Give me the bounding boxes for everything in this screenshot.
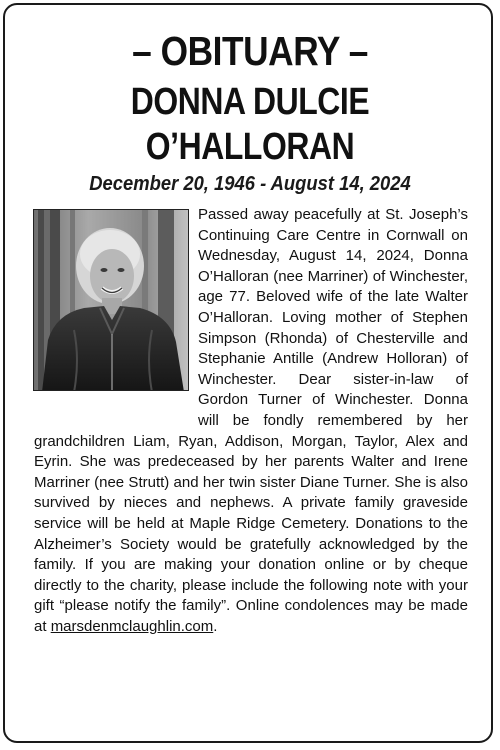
life-dates: December 20, 1946 - August 14, 2024 [89,173,411,195]
condolences-link[interactable]: marsdenmclaughlin.com [50,617,214,635]
obituary-body: Passed away peacefully at St. Joseph’s Continuing Care Centre in Cornwall on Wednesday, August 14, 2024, Donna O’Halloran (nee Marriner) of Winchester, age 77. Beloved wife of the late Walter O’Halloran. Loving mother of Stephen Simpson (Rhonda) of Chesterville and Stephanie Antille (Andrew Holloran) of Winchester. Dear sister-in-law of Gordon Turner of Winchester. Donna will be fondly remembered by her grandchildren Liam, Ryan, Addison, Morgan, Taylor, Alex and Eyrin. She was predeceased by her parents Walter and Irene Marriner (nee Strutt) and her twin sister Diane Turner. She is also survived by nieces and nephews. A private family graveside service will be held at Maple Ridge Cemetery. Donations to the Alzheimer’s Society would be gratefully acknowledged by the family. If you are making your donation online or by cheque directly to the charity, please include the following note with your gift “please notify the family”. Online condolences may be made at [34,206,468,635]
obituary-heading: – OBITUARY – [132,28,368,74]
deceased-name-line-2: O’HALLORAN [145,126,355,168]
photo-spacer [34,205,198,427]
obituary-text [34,205,468,637]
obituary-body-end: . [213,617,218,635]
deceased-name-line-1: DONNA DULCIE [130,81,370,123]
